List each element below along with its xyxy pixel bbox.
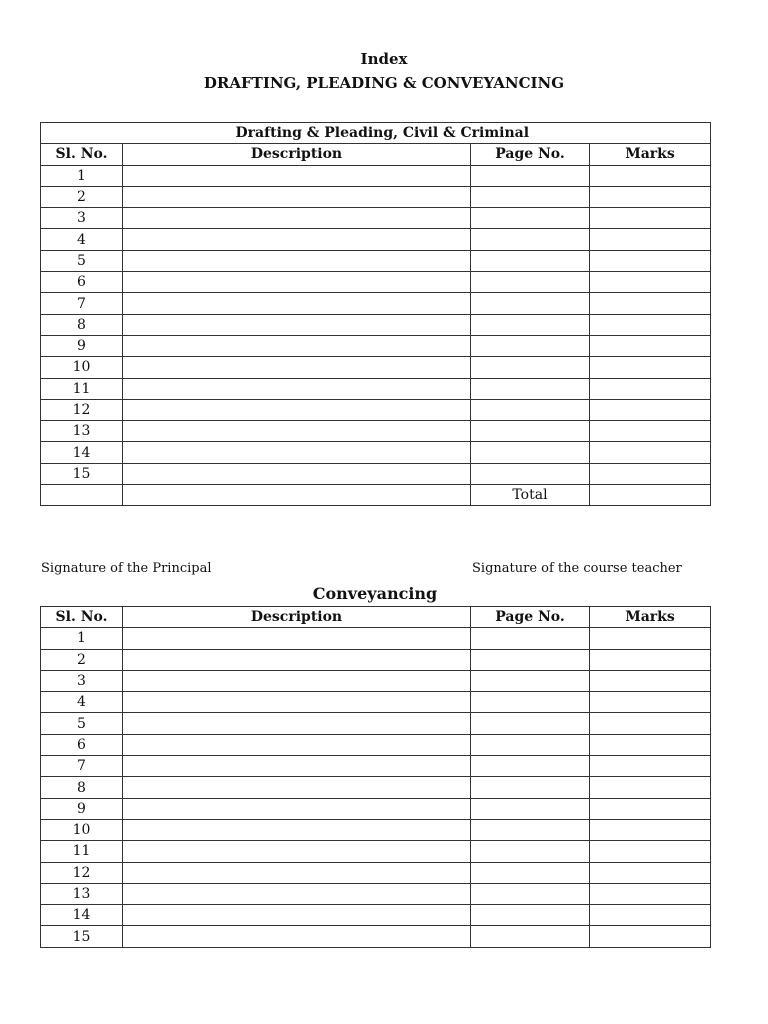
page-no-cell[interactable] <box>471 756 590 777</box>
table-row <box>41 841 711 862</box>
sl-no-cell: 2 <box>41 186 123 207</box>
col-header-description: Description <box>123 607 471 628</box>
table-row <box>41 165 711 186</box>
table-row <box>41 272 711 293</box>
col-header-sl-no: Sl. No. <box>41 144 123 165</box>
document-subtitle: DRAFTING, PLEADING & CONVEYANCING <box>203 74 565 92</box>
marks-cell[interactable] <box>590 841 711 862</box>
description-cell[interactable] <box>123 798 471 819</box>
sl-no-cell: 3 <box>41 670 123 691</box>
page-no-cell[interactable] <box>471 186 590 207</box>
table-row <box>41 293 711 314</box>
page-no-cell[interactable] <box>471 862 590 883</box>
marks-cell[interactable] <box>590 756 711 777</box>
page-no-cell[interactable] <box>471 250 590 271</box>
description-cell[interactable] <box>123 335 471 356</box>
page-no-cell[interactable] <box>471 670 590 691</box>
table-row <box>41 926 711 947</box>
description-cell[interactable] <box>123 378 471 399</box>
total-label: Total <box>471 485 590 506</box>
col-header-marks: Marks <box>590 607 711 628</box>
page-no-cell[interactable] <box>471 713 590 734</box>
table-row <box>41 713 711 734</box>
page-no-cell[interactable] <box>471 165 590 186</box>
sl-no-cell: 13 <box>41 421 123 442</box>
table-row <box>41 628 711 649</box>
marks-cell[interactable] <box>590 186 711 207</box>
col-header-marks: Marks <box>590 144 711 165</box>
sl-no-cell: 11 <box>41 378 123 399</box>
drafting-pleading-table <box>40 122 711 506</box>
marks-cell[interactable] <box>590 272 711 293</box>
marks-cell[interactable] <box>590 421 711 442</box>
table-row <box>41 862 711 883</box>
page-no-cell[interactable] <box>471 628 590 649</box>
marks-cell[interactable] <box>590 692 711 713</box>
conveyancing-table <box>40 606 711 948</box>
total-row <box>41 485 711 506</box>
page-no-cell[interactable] <box>471 335 590 356</box>
table-row <box>41 250 711 271</box>
table-row <box>41 798 711 819</box>
teacher-signature-label: Signature of the course teacher <box>472 561 682 576</box>
sl-no-cell: 5 <box>41 250 123 271</box>
sl-no-cell: 6 <box>41 272 123 293</box>
marks-cell[interactable] <box>590 335 711 356</box>
marks-cell[interactable] <box>590 442 711 463</box>
sl-no-cell: 10 <box>41 819 123 840</box>
sl-no-cell: 14 <box>41 905 123 926</box>
page-no-cell[interactable] <box>471 399 590 420</box>
description-cell[interactable] <box>123 905 471 926</box>
description-cell[interactable] <box>123 463 471 484</box>
marks-cell[interactable] <box>590 250 711 271</box>
marks-cell[interactable] <box>590 670 711 691</box>
description-cell[interactable] <box>123 777 471 798</box>
sl-no-cell: 7 <box>41 756 123 777</box>
table-row <box>41 421 711 442</box>
sl-no-cell: 15 <box>41 463 123 484</box>
page-no-cell[interactable] <box>471 819 590 840</box>
marks-cell[interactable] <box>590 208 711 229</box>
table-row <box>41 692 711 713</box>
table-row <box>41 734 711 755</box>
sl-no-cell: 1 <box>41 628 123 649</box>
conveyancing-title: Conveyancing <box>312 584 438 603</box>
page-no-cell[interactable] <box>471 314 590 335</box>
page-no-cell[interactable] <box>471 692 590 713</box>
page-no-cell[interactable] <box>471 272 590 293</box>
table-row <box>41 357 711 378</box>
sl-no-cell: 12 <box>41 862 123 883</box>
sl-no-cell: 1 <box>41 165 123 186</box>
description-cell[interactable] <box>123 756 471 777</box>
table-row <box>41 335 711 356</box>
sl-no-cell: 9 <box>41 335 123 356</box>
page-no-cell[interactable] <box>471 798 590 819</box>
description-cell[interactable] <box>123 713 471 734</box>
drafting-pleading-caption: Drafting & Pleading, Civil & Criminal <box>123 123 711 144</box>
sl-no-cell: 3 <box>41 208 123 229</box>
sl-no-cell: 14 <box>41 442 123 463</box>
marks-cell[interactable] <box>590 649 711 670</box>
sl-no-cell: 6 <box>41 734 123 755</box>
sl-no-cell: 2 <box>41 649 123 670</box>
sl-no-cell: 5 <box>41 713 123 734</box>
page-no-cell[interactable] <box>471 378 590 399</box>
table-row <box>41 378 711 399</box>
col-header-page-no: Page No. <box>471 144 590 165</box>
table-row <box>41 905 711 926</box>
table-row <box>41 463 711 484</box>
description-cell[interactable] <box>123 883 471 904</box>
sl-no-cell <box>41 485 123 506</box>
sl-no-cell: 4 <box>41 692 123 713</box>
sl-no-cell: 7 <box>41 293 123 314</box>
description-cell[interactable] <box>123 926 471 947</box>
table-row <box>41 208 711 229</box>
marks-cell[interactable] <box>590 713 711 734</box>
marks-cell[interactable] <box>590 819 711 840</box>
marks-cell[interactable] <box>590 463 711 484</box>
page-no-cell[interactable] <box>471 883 590 904</box>
page-no-cell[interactable] <box>471 463 590 484</box>
description-cell[interactable] <box>123 399 471 420</box>
table-row <box>41 186 711 207</box>
marks-cell[interactable] <box>590 399 711 420</box>
description-cell[interactable] <box>123 692 471 713</box>
description-cell[interactable] <box>123 165 471 186</box>
drafting-pleading-body <box>41 165 711 506</box>
table-row <box>41 442 711 463</box>
description-cell[interactable] <box>123 841 471 862</box>
page-no-cell[interactable] <box>471 926 590 947</box>
col-header-sl-no: Sl. No. <box>41 607 123 628</box>
sl-no-cell: 12 <box>41 399 123 420</box>
conveyancing-body <box>41 628 711 947</box>
description-cell[interactable] <box>123 229 471 250</box>
page-no-cell[interactable] <box>471 905 590 926</box>
marks-cell[interactable] <box>590 777 711 798</box>
table-row <box>41 670 711 691</box>
description-cell[interactable] <box>123 862 471 883</box>
table-row <box>41 314 711 335</box>
index-title: Index <box>360 50 408 68</box>
page-no-cell[interactable] <box>471 442 590 463</box>
description-cell[interactable] <box>123 649 471 670</box>
marks-cell[interactable] <box>590 883 711 904</box>
marks-cell[interactable] <box>590 378 711 399</box>
page-no-cell[interactable] <box>471 777 590 798</box>
col-header-page-no: Page No. <box>471 607 590 628</box>
page-no-cell[interactable] <box>471 734 590 755</box>
col-header-description: Description <box>123 144 471 165</box>
sl-no-cell: 8 <box>41 777 123 798</box>
description-cell[interactable] <box>123 250 471 271</box>
total-marks-cell[interactable] <box>590 485 711 506</box>
marks-cell[interactable] <box>590 229 711 250</box>
table-row <box>41 399 711 420</box>
table-caption-row-spacer <box>41 123 123 144</box>
sl-no-cell: 10 <box>41 357 123 378</box>
description-cell[interactable] <box>123 628 471 649</box>
page-no-cell[interactable] <box>471 357 590 378</box>
table-row <box>41 649 711 670</box>
table-row <box>41 756 711 777</box>
table-row <box>41 777 711 798</box>
description-cell[interactable] <box>123 819 471 840</box>
marks-cell[interactable] <box>590 798 711 819</box>
description-cell[interactable] <box>123 670 471 691</box>
description-cell[interactable] <box>123 208 471 229</box>
description-cell[interactable] <box>123 734 471 755</box>
description-cell <box>123 485 471 506</box>
description-cell[interactable] <box>123 357 471 378</box>
description-cell[interactable] <box>123 314 471 335</box>
marks-cell[interactable] <box>590 926 711 947</box>
sl-no-cell: 9 <box>41 798 123 819</box>
page-no-cell[interactable] <box>471 208 590 229</box>
sl-no-cell: 8 <box>41 314 123 335</box>
page-no-cell[interactable] <box>471 229 590 250</box>
description-cell[interactable] <box>123 293 471 314</box>
table-row <box>41 883 711 904</box>
marks-cell[interactable] <box>590 357 711 378</box>
sl-no-cell: 13 <box>41 883 123 904</box>
marks-cell[interactable] <box>590 734 711 755</box>
description-cell[interactable] <box>123 442 471 463</box>
page-no-cell[interactable] <box>471 649 590 670</box>
sl-no-cell: 4 <box>41 229 123 250</box>
table-row <box>41 229 711 250</box>
principal-signature-label: Signature of the Principal <box>41 561 212 576</box>
page-no-cell[interactable] <box>471 841 590 862</box>
sl-no-cell: 11 <box>41 841 123 862</box>
description-cell[interactable] <box>123 272 471 293</box>
page-no-cell[interactable] <box>471 421 590 442</box>
marks-cell[interactable] <box>590 314 711 335</box>
table-row <box>41 819 711 840</box>
marks-cell[interactable] <box>590 628 711 649</box>
marks-cell[interactable] <box>590 165 711 186</box>
marks-cell[interactable] <box>590 905 711 926</box>
marks-cell[interactable] <box>590 862 711 883</box>
marks-cell[interactable] <box>590 293 711 314</box>
page-no-cell[interactable] <box>471 293 590 314</box>
description-cell[interactable] <box>123 186 471 207</box>
description-cell[interactable] <box>123 421 471 442</box>
sl-no-cell: 15 <box>41 926 123 947</box>
